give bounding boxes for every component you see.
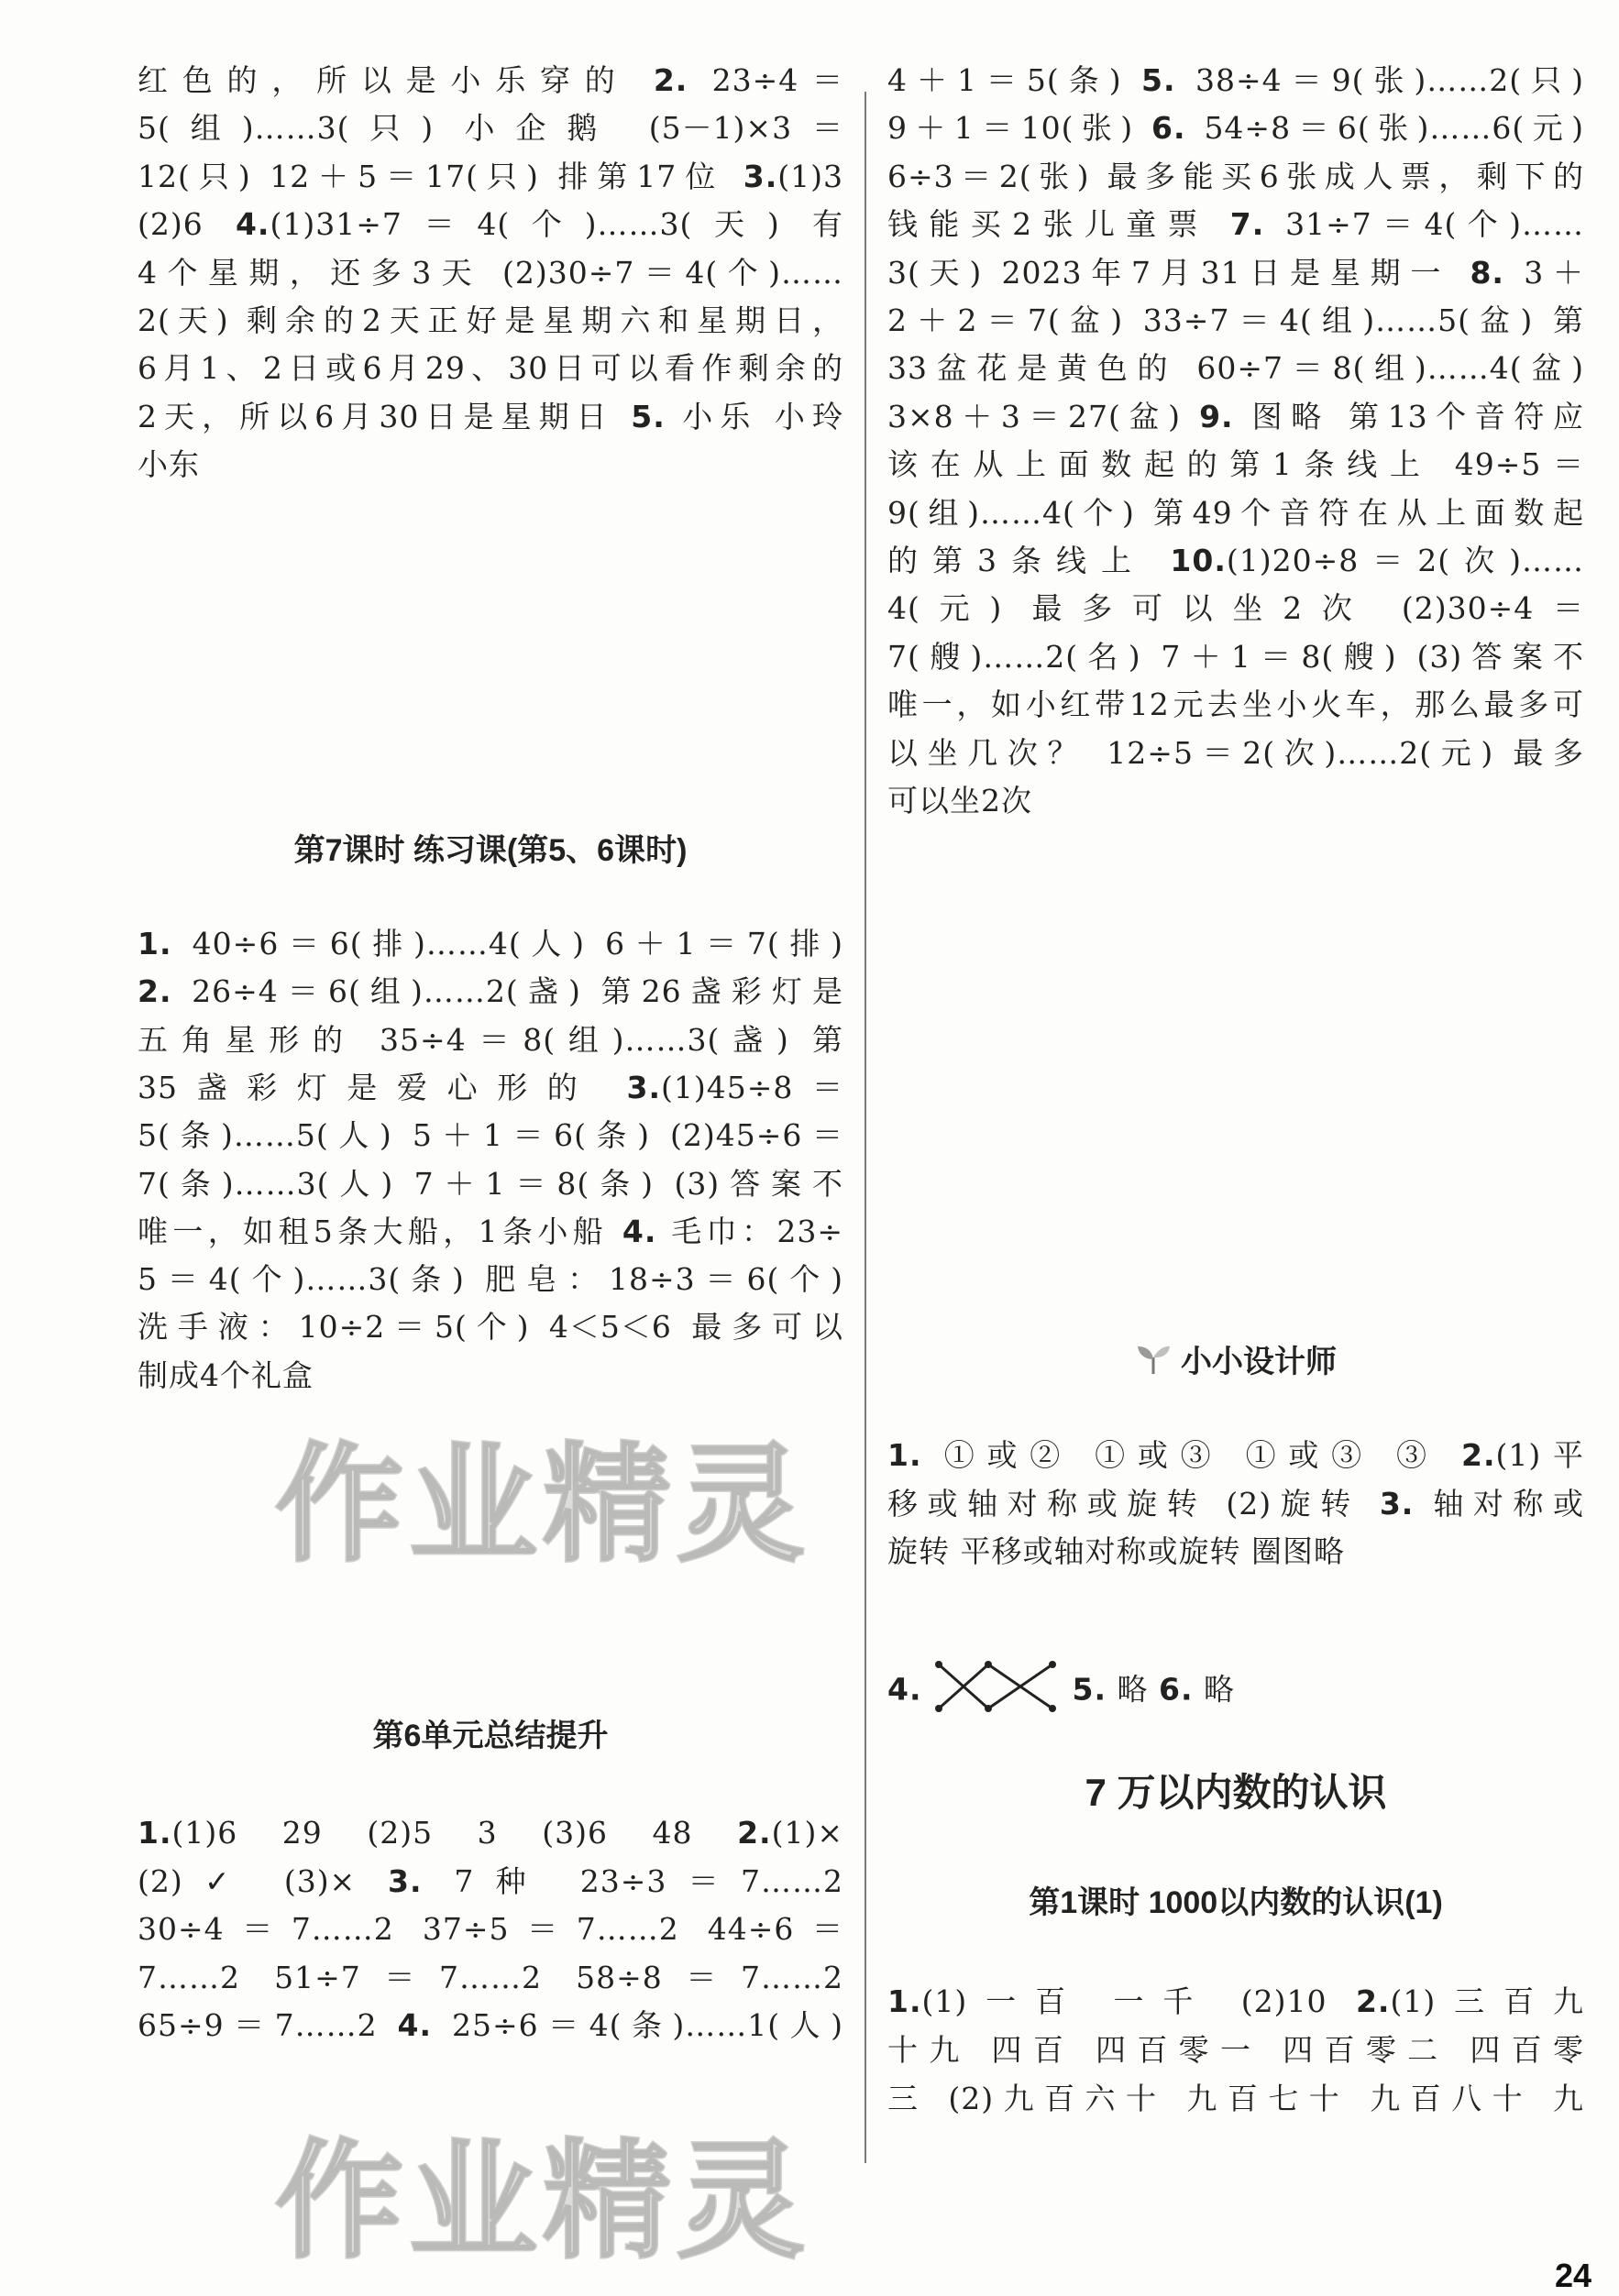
answer-line: 移或轴对称或旋转 (2)旋转 3. 轴对称或 xyxy=(887,1486,1584,1522)
answer-line: (2)6 4.(1)31÷7＝4(个)……3(天) 有 xyxy=(138,206,843,242)
answer-line: 33盆花是黄色的 60÷7＝8(组)……4(盆) xyxy=(887,350,1584,386)
unit-6-summary-heading: 第6单元总结提升 xyxy=(372,1719,609,1753)
watermark-1: 作业精灵 xyxy=(275,1431,811,1580)
answer-line: 三 (2)九百六十 九百七十 九百八十 九 xyxy=(887,2081,1584,2116)
answer-line: 6÷3＝2(张) 最多能买6张成人票，剩下的 xyxy=(887,159,1584,194)
answer-line: 1.(1)一百 一千 (2)10 2.(1)三百九 xyxy=(887,1983,1585,2019)
answer-line: 唯一，如租5条大船，1条小船 4. 毛巾：23÷ xyxy=(138,1214,844,1249)
answer-line: 小东 xyxy=(138,446,200,482)
question-5-6-answers: 5. 略 6. 略 xyxy=(1072,1671,1235,1708)
answer-line: 3×8＋3＝27(盆) 9. 图略 第13个音符应 xyxy=(887,399,1584,434)
little-designer-heading xyxy=(887,1342,1584,1386)
answer-line: 5(条)……5(人) 5＋1＝6(条) (2)45÷6＝ xyxy=(138,1117,843,1153)
answer-line: 唯一，如小红带12元去坐小火车，那么最多可 xyxy=(887,687,1584,722)
lesson-7-heading: 第7课时 练习课(第5、6课时) xyxy=(293,833,688,868)
answer-line: 7……2 51÷7＝7……2 58÷8＝7……2 xyxy=(138,1960,843,1995)
answer-line: 1. 40÷6＝6(排)……4(人) 6＋1＝7(排) xyxy=(138,926,843,961)
answer-line: 7(艘)……2(名) 7＋1＝8(艘) (3)答案不 xyxy=(887,639,1584,675)
answer-line: 可以坐2次 xyxy=(887,783,1032,818)
answer-line: 十九 四百 四百零一 四百零二 四百零 xyxy=(887,2032,1584,2068)
answer-line: 1. ①或② ①或③ ①或③ ③ 2.(1)平 xyxy=(887,1437,1584,1473)
answer-line: 4个星期，还多3天 (2)30÷7＝4(个)…… xyxy=(138,255,843,291)
answer-line-with-figure xyxy=(887,1659,1584,1724)
answer-line: 红色的，所以是小乐穿的 2. 23÷4＝ xyxy=(138,62,843,98)
answer-line: 30÷4＝7……2 37÷5＝7……2 44÷6＝ xyxy=(138,1911,843,1947)
lesson-1-heading: 第1课时 1000以内数的认识(1) xyxy=(1029,1885,1443,1920)
page-number: 24 xyxy=(1555,2257,1592,2294)
answer-line: 2天，所以6月30日是星期日 5. 小乐 小玲 xyxy=(138,399,843,434)
answer-line: 洗手液：10÷2＝5(个) 4＜5＜6 最多可以 xyxy=(138,1309,843,1345)
answer-line: 7(条)……3(人) 7＋1＝8(条) (3)答案不 xyxy=(138,1166,843,1202)
answer-line: 旋转 平移或轴对称或旋转 圈图略 xyxy=(887,1533,1345,1569)
answer-line: 以坐几次？ 12÷5＝2(次)……2(元) 最多 xyxy=(887,735,1584,771)
answer-line: 3(天) 2023年7月31日是星期一 8. 3＋ xyxy=(887,255,1584,291)
answer-line: 该在从上面数起的第1条线上 49÷5＝ xyxy=(887,446,1584,482)
little-designer-title: 小小设计师 xyxy=(1181,1345,1337,1379)
watermark-2: 作业精灵 xyxy=(275,2127,811,2277)
answer-line: 12(只) 12＋5＝17(只) 排第17位 3.(1)3 xyxy=(138,159,843,194)
answer-line: 2(天) 剩余的2天正好是星期六和星期日， xyxy=(138,302,843,338)
answer-line: 2＋2＝7(盆) 33÷7＝4(组)……5(盆) 第 xyxy=(887,302,1584,338)
column-divider xyxy=(865,92,866,2163)
unit-7-title: 7 万以内数的认识 xyxy=(1085,1771,1387,1814)
answer-line: 1.(1)6 29 (2)5 3 (3)6 48 2.(1)× xyxy=(138,1815,843,1851)
sprout-icon xyxy=(1135,1343,1172,1386)
answer-line: 2. 26÷4＝6(组)……2(盏) 第26盏彩灯是 xyxy=(138,973,843,1009)
answer-line: 制成4个礼盒 xyxy=(138,1357,314,1393)
answer-line: 钱能买2张儿童票 7. 31÷7＝4(个)…… xyxy=(887,206,1584,242)
answer-line: 4＋1＝5(条) 5. 38÷4＝9(张)……2(只) xyxy=(887,62,1584,98)
answer-line: 5＝4(个)……3(条) 肥皂：18÷3＝6(个) xyxy=(138,1261,843,1297)
answer-line: 五角星形的 35÷4＝8(组)……3(盏) 第 xyxy=(138,1022,843,1058)
answer-line: 的第3条线上 10.(1)20÷8＝2(次)…… xyxy=(887,543,1584,578)
crossed-lines-figure xyxy=(931,1659,1060,1724)
answer-line: 9＋1＝10(张) 6. 54÷8＝6(张)……6(元) xyxy=(887,110,1584,146)
answer-line: 5(组)……3(只) 小企鹅 (5－1)×3＝ xyxy=(138,110,843,146)
answer-line: 9(组)……4(个) 第49个音符在从上面数起 xyxy=(887,495,1584,531)
question-4-number: 4. xyxy=(887,1671,922,1708)
answer-line: 65÷9＝7……2 4. 25÷6＝4(条)……1(人) xyxy=(138,2007,843,2043)
answer-line: 35盏彩灯是爱心形的 3.(1)45÷8＝ xyxy=(138,1070,843,1105)
answer-line: (2)✓ (3)× 3. 7种 23÷3＝7……2 xyxy=(138,1863,843,1899)
answer-line: 4(元) 最多可以坐2次 (2)30÷4＝ xyxy=(887,590,1584,626)
answer-line: 6月1、2日或6月29、30日可以看作剩余的 xyxy=(138,350,843,386)
